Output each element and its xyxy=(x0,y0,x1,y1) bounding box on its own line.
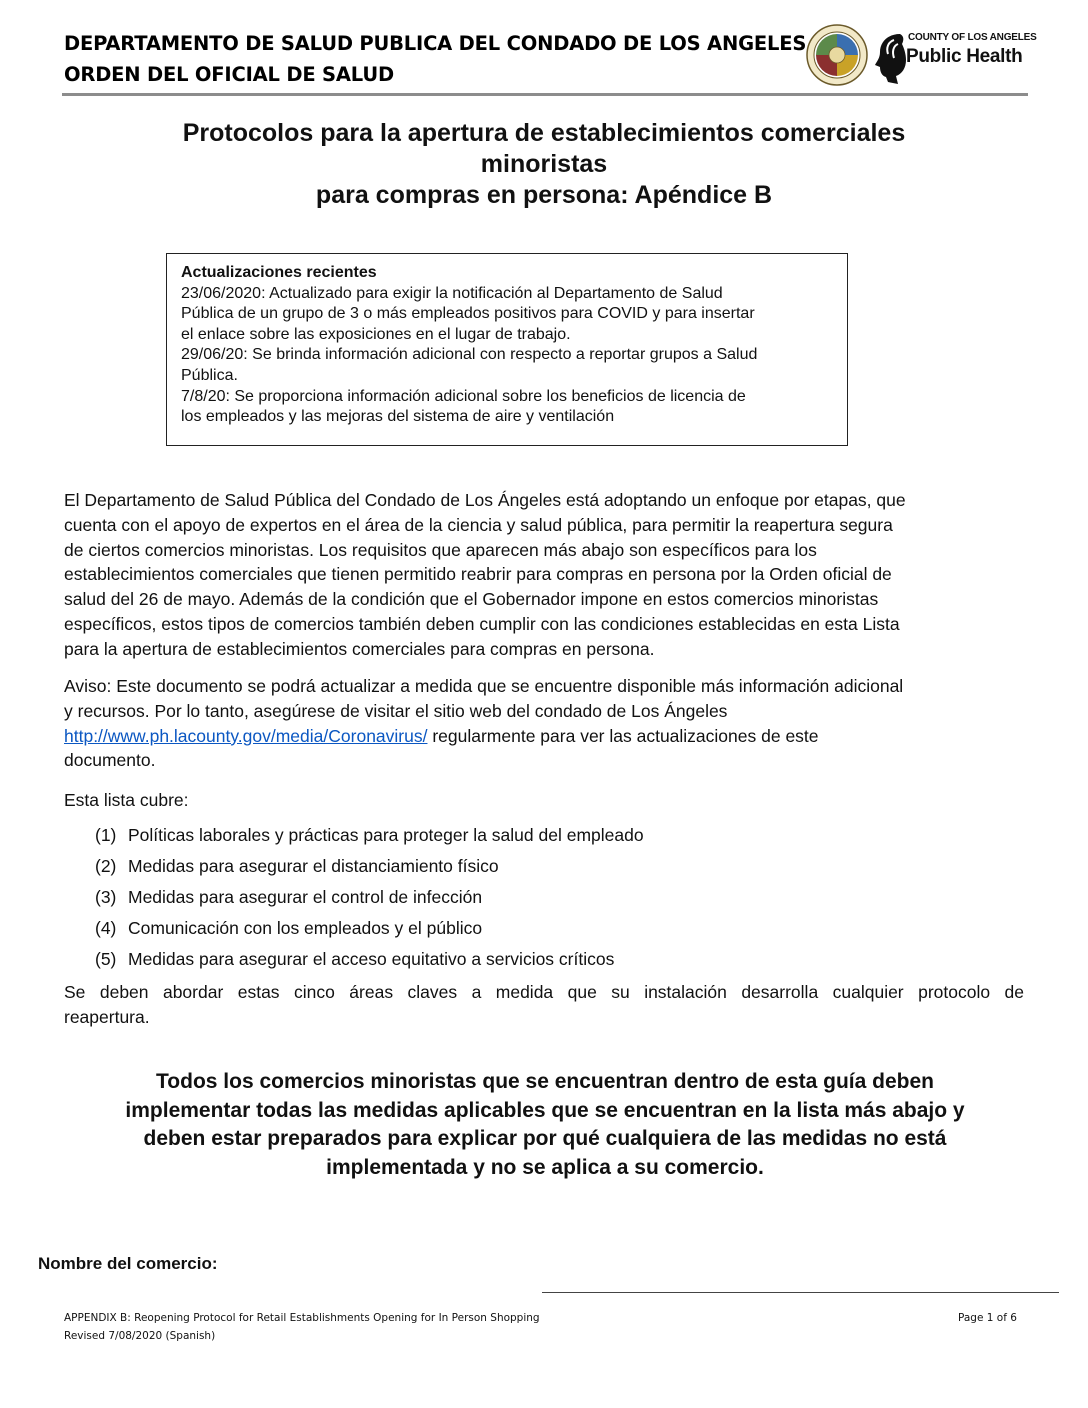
page-title-line3: para compras en persona: Apéndice B xyxy=(315,181,773,209)
page-title-line1: Protocolos para la apertura de establecimientos comerciales xyxy=(182,119,906,147)
intro-line: específicos, estos tipos de comercios también deben cumplir con las condiciones establecidas en esta Lista xyxy=(64,613,900,634)
page-number: Page 1 of 6 xyxy=(958,1312,1017,1324)
update-line: 29/06/20: Se brinda información adicional con respecto a reportar grupos a Salud xyxy=(181,346,758,364)
public-health-logo xyxy=(874,30,1037,86)
intro-line: salud del 26 de mayo. Además de la condición que el Gobernador impone en estos comercios minoristas xyxy=(64,589,879,610)
list-closing-line1: Se deben abordar estas cinco áreas claves a medida que su instalación desarrolla cualquier protocolo de xyxy=(64,982,1024,1002)
footer-appendix-text: APPENDIX B: Reopening Protocol for Retail Establishments Opening for In Person Shopping xyxy=(64,1312,540,1324)
list-item-number: (2) xyxy=(95,856,117,876)
intro-line: para la apertura de establecimientos comerciales para compras en persona. xyxy=(64,638,655,659)
recent-updates-heading: Actualizaciones recientes xyxy=(181,264,377,281)
intro-paragraph xyxy=(64,488,1024,662)
update-line: 23/06/2020: Actualizado para exigir la notificación al Departamento de Salud xyxy=(181,284,723,302)
notice-paragraph xyxy=(64,674,1024,773)
list-item-number: (3) xyxy=(95,887,117,907)
logo-county-text: COUNTY OF LOS ANGELES xyxy=(908,32,1037,43)
statement-line: deben estar preparados para explicar por qué cualquiera de las medidas no está xyxy=(143,1127,947,1150)
list-intro: Esta lista cubre: xyxy=(64,790,189,810)
profile-silhouette-icon xyxy=(874,30,908,86)
notice-line2: y recursos. Por lo tanto, asegúrese de visitar el sitio web del condado de Los Ángeles xyxy=(64,700,728,721)
list-item xyxy=(95,916,482,940)
list-item xyxy=(95,885,482,909)
header-divider xyxy=(62,93,1028,96)
header-title-line2: ORDEN DEL OFICIAL DE SALUD xyxy=(64,63,394,86)
header-title xyxy=(64,28,806,90)
update-line: los empleados y las mejoras del sistema de aire y ventilación xyxy=(181,408,615,426)
list-item-text: Medidas para asegurar el acceso equitativo a servicios críticos xyxy=(128,949,615,969)
header-title-line1: DEPARTAMENTO DE SALUD PUBLICA DEL CONDADO DE LOS ANGELES xyxy=(64,32,807,55)
county-seal-icon xyxy=(806,24,868,86)
coronavirus-website-link[interactable]: http://www.ph.lacounty.gov/media/Coronavirus/ xyxy=(64,725,428,746)
list-item xyxy=(95,947,614,971)
footer-left xyxy=(64,1309,540,1345)
footer-revised-text: Revised 7/08/2020 (Spanish) xyxy=(64,1330,216,1342)
statement-line: implementar todas las medidas aplicables que se encuentran en la lista más abajo y xyxy=(125,1098,965,1122)
list-closing-line2: reapertura. xyxy=(64,1006,150,1027)
list-item-number: (5) xyxy=(95,949,117,969)
list-item-text: Políticas laborales y prácticas para proteger la salud del empleado xyxy=(128,825,644,845)
notice-line4: documento. xyxy=(64,750,156,771)
requirements-statement xyxy=(70,1068,1020,1182)
notice-line3 xyxy=(64,724,1024,749)
list-item-text: Comunicación con los empleados y el público xyxy=(128,918,483,938)
update-line: el enlace sobre las exposiciones en el lugar de trabajo. xyxy=(181,325,571,343)
list-item xyxy=(95,823,644,847)
intro-line: cuenta con el apoyo de expertos en el área de la ciencia y salud pública, para permitir la reapertura segura xyxy=(64,514,893,535)
statement-line: implementada y no se aplica a su comercio. xyxy=(326,1155,764,1179)
logo-public-health-text: Public Health xyxy=(906,46,1023,67)
intro-line: establecimientos comerciales que tienen permitido reabrir para compras en persona por la Orden oficial de xyxy=(64,564,892,585)
intro-line: de ciertos comercios minoristas. Los requisitos que aparecen más abajo son específicos para los xyxy=(64,539,817,560)
list-item-number: (1) xyxy=(95,825,117,845)
statement-line: Todos los comercios minoristas que se encuentran dentro de esta guía deben xyxy=(156,1070,934,1093)
intro-line: El Departamento de Salud Pública del Condado de Los Ángeles está adoptando un enfoque por etapas, que xyxy=(64,490,906,510)
update-line: Pública. xyxy=(181,366,238,384)
list-closing xyxy=(64,980,1024,1030)
notice-line1: Aviso: Este documento se podrá actualizar a medida que se encuentre disponible más información adicional xyxy=(64,676,904,696)
list-item-text: Medidas para asegurar el control de infección xyxy=(128,887,483,907)
business-name-line[interactable] xyxy=(542,1292,1059,1293)
list-item xyxy=(95,854,499,878)
business-name-label: Nombre del comercio: xyxy=(38,1254,218,1273)
list-item-text: Medidas para asegurar el distanciamiento físico xyxy=(128,856,499,876)
recent-updates-box xyxy=(166,253,848,446)
notice-after-link: regularmente para ver las actualizaciones de este xyxy=(427,725,819,746)
page-title-line2: minoristas xyxy=(480,150,608,178)
list-item-number: (4) xyxy=(95,918,117,938)
page-title xyxy=(0,118,1088,211)
update-line: 7/8/20: Se proporciona información adicional sobre los beneficios de licencia de xyxy=(181,387,746,405)
update-line: Pública de un grupo de 3 o más empleados positivos para COVID y para insertar xyxy=(181,305,755,323)
